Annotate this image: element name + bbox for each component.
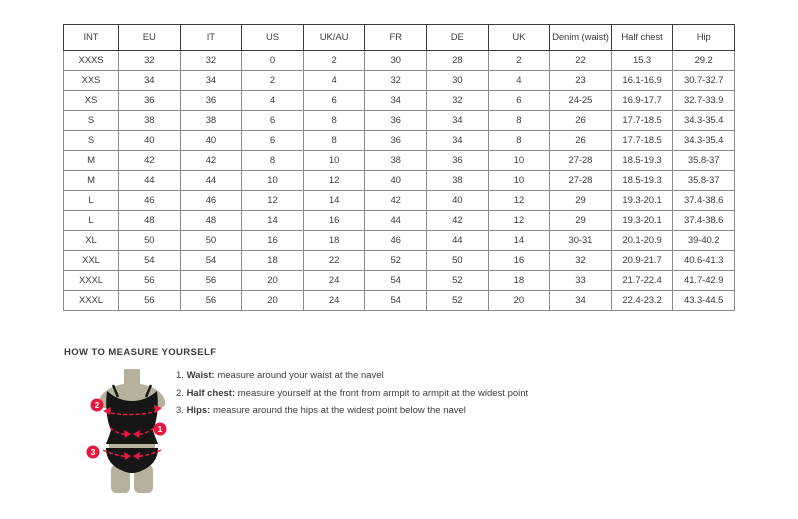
size-cell: 38	[119, 111, 181, 131]
size-cell: 24-25	[550, 91, 612, 111]
size-cell: 8	[242, 151, 304, 171]
size-conversion-table	[63, 24, 735, 311]
size-cell: 19.3-20.1	[611, 191, 673, 211]
size-cell: L	[64, 211, 119, 231]
size-cell: 29.2	[673, 51, 735, 71]
size-cell: 8	[488, 131, 550, 151]
size-cell: 40	[180, 131, 242, 151]
size-cell: 54	[365, 271, 427, 291]
size-cell: 41.7-42.9	[673, 271, 735, 291]
size-cell: M	[64, 171, 119, 191]
size-cell: 46	[365, 231, 427, 251]
size-cell: 46	[180, 191, 242, 211]
size-cell: 42	[365, 191, 427, 211]
size-cell: 29	[550, 211, 612, 231]
size-cell: 2	[242, 71, 304, 91]
size-row	[64, 231, 735, 251]
size-row	[64, 151, 735, 171]
measure-step	[176, 389, 528, 399]
size-cell: 52	[426, 271, 488, 291]
size-cell: M	[64, 151, 119, 171]
measurement-illustration	[70, 365, 200, 505]
size-row	[64, 271, 735, 291]
size-row	[64, 131, 735, 151]
size-cell: 16.9-17.7	[611, 91, 673, 111]
size-cell: 44	[365, 211, 427, 231]
size-cell: 6	[242, 131, 304, 151]
size-cell: 10	[303, 151, 365, 171]
measure-steps	[176, 371, 528, 424]
size-cell: 50	[426, 251, 488, 271]
column-header: Hip	[673, 25, 735, 51]
size-cell: 6	[488, 91, 550, 111]
size-cell: 36	[365, 111, 427, 131]
size-cell: 32	[365, 71, 427, 91]
size-cell: 2	[488, 51, 550, 71]
size-cell: 12	[303, 171, 365, 191]
size-cell: XXL	[64, 251, 119, 271]
size-cell: 8	[488, 111, 550, 131]
size-cell: 46	[119, 191, 181, 211]
size-cell: 4	[488, 71, 550, 91]
size-cell: 12	[488, 211, 550, 231]
size-cell: 48	[180, 211, 242, 231]
column-header: UK	[488, 25, 550, 51]
size-cell: 44	[180, 171, 242, 191]
size-cell: 29	[550, 191, 612, 211]
size-cell: 20	[488, 291, 550, 311]
column-header: UK/AU	[303, 25, 365, 51]
size-cell: 20.1-20.9	[611, 231, 673, 251]
size-cell: 36	[180, 91, 242, 111]
size-cell: 50	[180, 231, 242, 251]
size-cell: 26	[550, 111, 612, 131]
size-cell: XS	[64, 91, 119, 111]
step-description: measure yourself at the front from armpit to armpit at the widest point	[235, 387, 529, 399]
size-cell: 22.4-23.2	[611, 291, 673, 311]
size-cell: 23	[550, 71, 612, 91]
size-cell: 22	[550, 51, 612, 71]
size-cell: 32	[180, 51, 242, 71]
size-cell: 37.4-38.6	[673, 211, 735, 231]
size-cell: 30.7-32.7	[673, 71, 735, 91]
size-cell: 14	[242, 211, 304, 231]
size-cell: 33	[550, 271, 612, 291]
size-row	[64, 211, 735, 231]
step-term: Hips:	[186, 405, 211, 416]
size-cell: 43.3-44.5	[673, 291, 735, 311]
measure-step	[176, 406, 528, 416]
size-cell: 4	[303, 71, 365, 91]
size-cell: 44	[119, 171, 181, 191]
size-cell: 18.5-19.3	[611, 151, 673, 171]
size-cell: 40.6-41.3	[673, 251, 735, 271]
size-cell: 54	[119, 251, 181, 271]
size-cell: 32	[550, 251, 612, 271]
size-cell: 24	[303, 271, 365, 291]
size-cell: 38	[180, 111, 242, 131]
size-cell: 34.3-35.4	[673, 111, 735, 131]
size-cell: 40	[426, 191, 488, 211]
size-cell: 32.7-33.9	[673, 91, 735, 111]
measure-section-title: HOW TO MEASURE YOURSELF	[64, 347, 217, 358]
size-cell: 18	[303, 231, 365, 251]
size-row	[64, 91, 735, 111]
size-row	[64, 111, 735, 131]
size-cell: 20.9-21.7	[611, 251, 673, 271]
size-cell: 12	[242, 191, 304, 211]
measure-step	[176, 371, 528, 381]
size-cell: 18.5-19.3	[611, 171, 673, 191]
size-cell: 36	[119, 91, 181, 111]
size-cell: S	[64, 111, 119, 131]
size-cell: 18	[242, 251, 304, 271]
size-cell: 40	[119, 131, 181, 151]
size-cell: XXXS	[64, 51, 119, 71]
mannequin-figure-icon	[70, 365, 200, 505]
badge-3-label: 3	[90, 447, 96, 457]
step-term: Waist:	[186, 370, 215, 381]
size-cell: S	[64, 131, 119, 151]
step-term: Half chest:	[186, 387, 236, 399]
size-cell: 14	[303, 191, 365, 211]
size-cell: 6	[242, 111, 304, 131]
size-cell: 2	[303, 51, 365, 71]
size-cell: 36	[426, 151, 488, 171]
size-row	[64, 291, 735, 311]
column-header: Half chest	[611, 25, 673, 51]
size-cell: 16.1-16.9	[611, 71, 673, 91]
size-cell: 27-28	[550, 151, 612, 171]
size-cell: 54	[180, 251, 242, 271]
step-marker: 2.	[176, 387, 187, 399]
size-cell: 34	[550, 291, 612, 311]
size-cell: 17.7-18.5	[611, 131, 673, 151]
step-description: measure around your waist at the navel	[214, 370, 384, 381]
size-cell: 54	[365, 291, 427, 311]
size-cell: 15.3	[611, 51, 673, 71]
size-cell: 16	[488, 251, 550, 271]
size-cell: 16	[303, 211, 365, 231]
size-cell: 42	[180, 151, 242, 171]
step-marker: 1.	[176, 370, 187, 381]
size-cell: 52	[426, 291, 488, 311]
size-cell: 56	[119, 291, 181, 311]
size-cell: XXXL	[64, 271, 119, 291]
badge-2-label: 2	[94, 400, 100, 410]
size-cell: XL	[64, 231, 119, 251]
size-cell: 38	[426, 171, 488, 191]
size-cell: 8	[303, 111, 365, 131]
size-cell: 56	[119, 271, 181, 291]
size-cell: 39-40.2	[673, 231, 735, 251]
column-header: Denim (waist)	[550, 25, 612, 51]
size-cell: 10	[242, 171, 304, 191]
size-cell: 40	[365, 171, 427, 191]
column-header: US	[242, 25, 304, 51]
size-cell: 42	[426, 211, 488, 231]
size-cell: 56	[180, 271, 242, 291]
size-cell: 34	[426, 111, 488, 131]
size-cell: 0	[242, 51, 304, 71]
column-header: DE	[426, 25, 488, 51]
size-cell: 42	[119, 151, 181, 171]
size-table-head-row	[64, 25, 735, 51]
size-cell: 26	[550, 131, 612, 151]
size-cell: 34	[365, 91, 427, 111]
size-cell: L	[64, 191, 119, 211]
size-cell: XXS	[64, 71, 119, 91]
size-cell: 34.3-35.4	[673, 131, 735, 151]
column-header: IT	[180, 25, 242, 51]
size-cell: 34	[180, 71, 242, 91]
size-cell: 19.3-20.1	[611, 211, 673, 231]
size-cell: 30	[365, 51, 427, 71]
size-row	[64, 191, 735, 211]
size-cell: XXXL	[64, 291, 119, 311]
badge-1-label: 1	[157, 424, 163, 434]
size-cell: 27-28	[550, 171, 612, 191]
size-cell: 28	[426, 51, 488, 71]
size-cell: 38	[365, 151, 427, 171]
size-cell: 32	[119, 51, 181, 71]
size-cell: 17.7-18.5	[611, 111, 673, 131]
size-cell: 18	[488, 271, 550, 291]
size-cell: 32	[426, 91, 488, 111]
size-cell: 4	[242, 91, 304, 111]
size-cell: 22	[303, 251, 365, 271]
size-cell: 36	[365, 131, 427, 151]
size-row	[64, 171, 735, 191]
size-cell: 21.7-22.4	[611, 271, 673, 291]
size-cell: 50	[119, 231, 181, 251]
step-description: measure around the hips at the widest point below the navel	[210, 405, 466, 416]
size-cell: 12	[488, 191, 550, 211]
size-cell: 52	[365, 251, 427, 271]
size-row	[64, 71, 735, 91]
size-cell: 48	[119, 211, 181, 231]
size-cell: 16	[242, 231, 304, 251]
size-cell: 20	[242, 271, 304, 291]
size-row	[64, 251, 735, 271]
size-cell: 35.8-37	[673, 151, 735, 171]
column-header: FR	[365, 25, 427, 51]
step-marker: 3.	[176, 405, 187, 416]
size-cell: 34	[119, 71, 181, 91]
size-cell: 6	[303, 91, 365, 111]
size-table-body	[64, 51, 735, 311]
size-cell: 24	[303, 291, 365, 311]
size-cell: 10	[488, 151, 550, 171]
size-cell: 56	[180, 291, 242, 311]
size-cell: 34	[426, 131, 488, 151]
size-row	[64, 51, 735, 71]
size-cell: 44	[426, 231, 488, 251]
size-cell: 35.8-37	[673, 171, 735, 191]
column-header: INT	[64, 25, 119, 51]
size-cell: 30-31	[550, 231, 612, 251]
size-cell: 30	[426, 71, 488, 91]
size-cell: 14	[488, 231, 550, 251]
size-cell: 37.4-38.6	[673, 191, 735, 211]
size-cell: 20	[242, 291, 304, 311]
column-header: EU	[119, 25, 181, 51]
size-cell: 10	[488, 171, 550, 191]
size-cell: 8	[303, 131, 365, 151]
